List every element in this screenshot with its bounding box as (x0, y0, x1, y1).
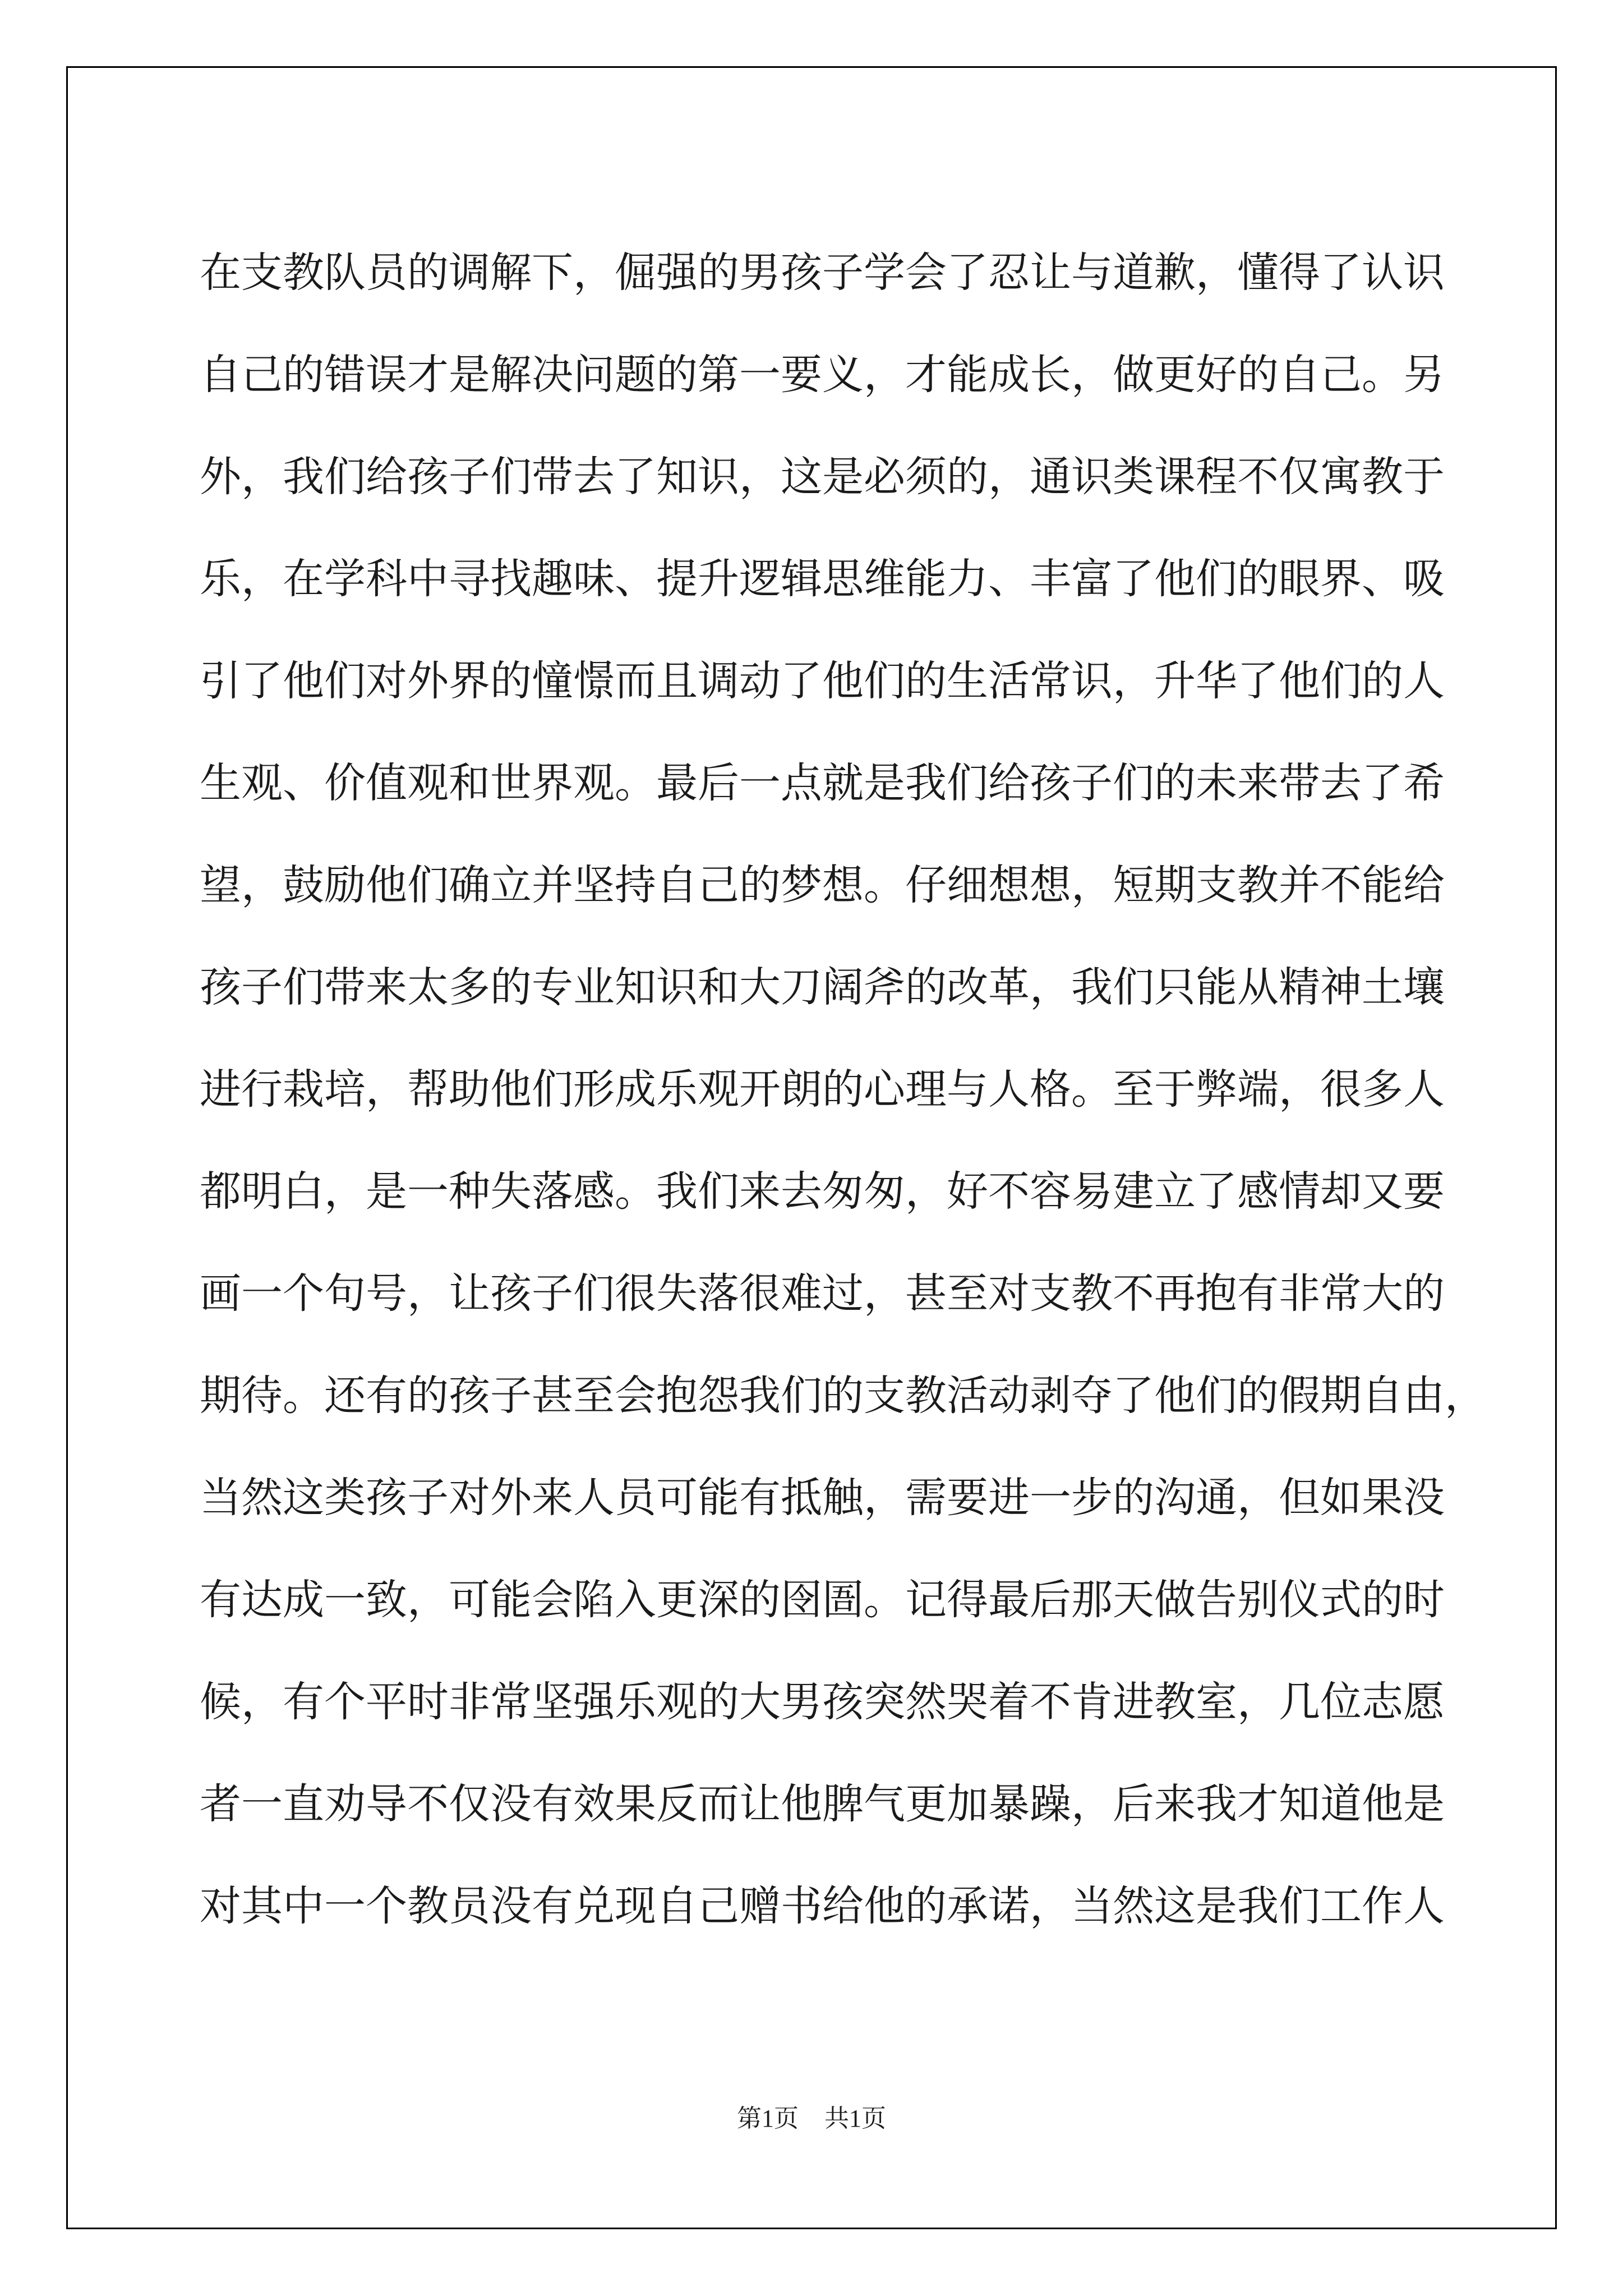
text-line: 当然这类孩子对外来人员可能有抵触，需要进一步的沟通，但如果没 (200, 1474, 1445, 1522)
text-line: 进行栽培，帮助他们形成乐观开朗的心理与人格。至于弊端，很多人 (200, 1065, 1445, 1114)
text-line: 引了他们对外界的憧憬而且调动了他们的生活常识，升华了他们的人 (200, 657, 1445, 705)
text-line: 候，有个平时非常坚强乐观的大男孩突然哭着不肯进教室，几位志愿 (200, 1678, 1445, 1726)
text-line: 期待。还有的孩子甚至会抱怨我们的支教活动剥夺了他们的假期自由， (200, 1372, 1486, 1420)
text-line: 有达成一致，可能会陷入更深的囹圄。记得最后那天做告别仪式的时 (200, 1576, 1445, 1624)
text-line: 望，鼓励他们确立并坚持自己的梦想。仔细想想，短期支教并不能给 (200, 861, 1445, 909)
body-text (200, 222, 1486, 1957)
page-number-total: 共1页 (824, 2105, 886, 2132)
text-line: 外，我们给孩子们带去了知识，这是必须的，通识类课程不仅寓教于 (200, 453, 1445, 501)
text-line: 生观、价值观和世界观。最后一点就是我们给孩子们的未来带去了希 (200, 759, 1445, 807)
page-number-current: 第1页 (737, 2105, 799, 2132)
text-line: 孩子们带来太多的专业知识和大刀阔斧的改革，我们只能从精神土壤 (200, 963, 1445, 1011)
text-line: 乐，在学科中寻找趣味、提升逻辑思维能力、丰富了他们的眼界、吸 (200, 555, 1445, 603)
text-line: 都明白，是一种失落感。我们来去匆匆，好不容易建立了感情却又要 (200, 1167, 1445, 1216)
text-line: 画一个句号，让孩子们很失落很难过，甚至对支教不再抱有非常大的 (200, 1269, 1445, 1318)
text-line: 对其中一个教员没有兑现自己赠书给他的承诺，当然这是我们工作人 (200, 1882, 1445, 1930)
text-line: 者一直劝导不仅没有效果反而让他脾气更加暴躁，后来我才知道他是 (200, 1780, 1445, 1828)
text-line: 在支教队员的调解下，倔强的男孩子学会了忍让与道歉，懂得了认识 (200, 249, 1445, 297)
page-footer (0, 2098, 1623, 2134)
text-line: 自己的错误才是解决问题的第一要义，才能成长，做更好的自己。另 (200, 351, 1445, 399)
